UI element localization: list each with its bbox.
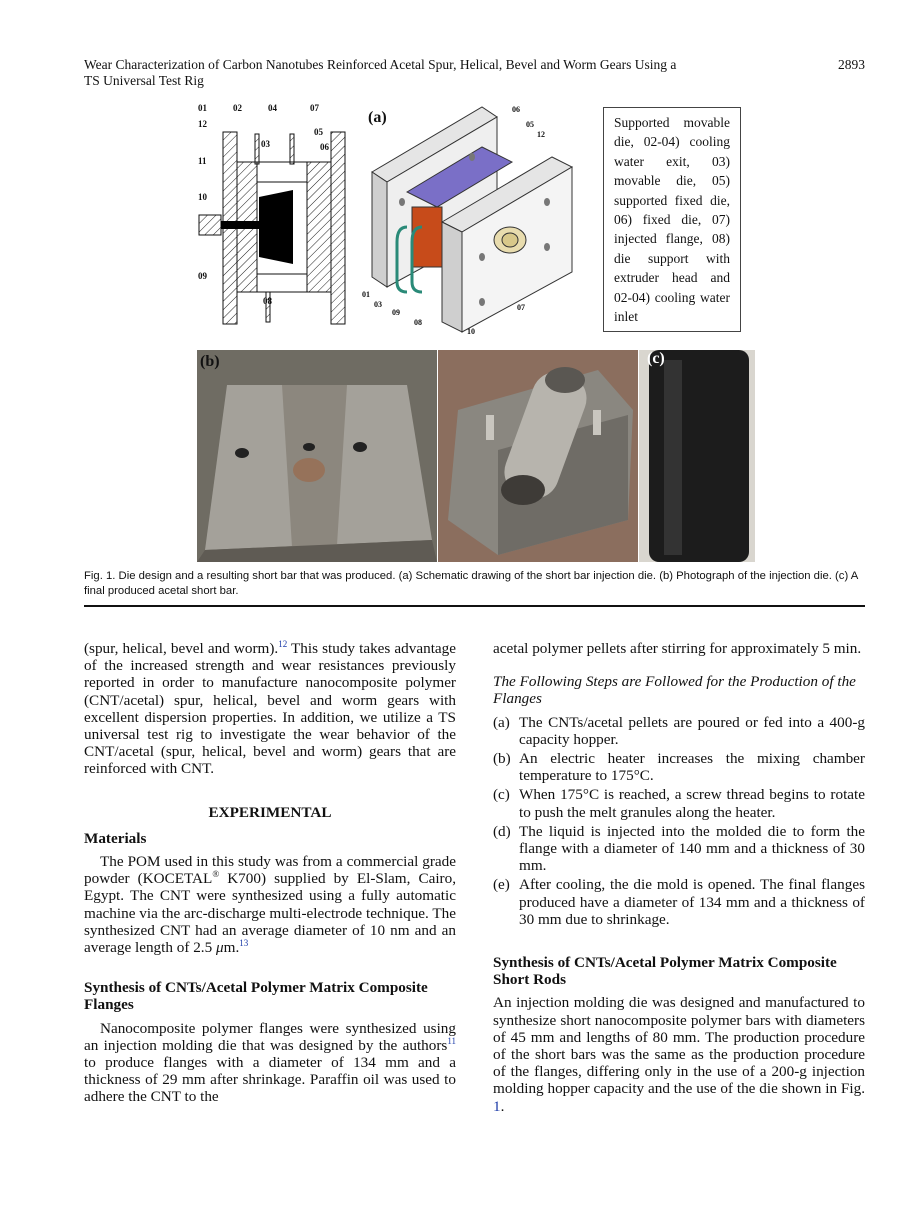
photo-die-open bbox=[197, 350, 437, 562]
iso-label-09: 09 bbox=[392, 308, 400, 317]
step-text: After cooling, the die mold is opened. The final flanges produced have a diameter of 134 mm and a thickness of 30 mm due to shrinkage. bbox=[519, 876, 865, 928]
short-bar-drawing bbox=[639, 350, 755, 562]
die-assembly-drawing bbox=[438, 350, 638, 562]
flanges-paragraph bbox=[84, 1020, 456, 1106]
label-02: 02 bbox=[233, 103, 242, 113]
section-heading-experimental: EXPERIMENTAL bbox=[208, 803, 332, 821]
label-10: 10 bbox=[198, 192, 207, 202]
step-marker: (e) bbox=[493, 876, 510, 894]
step-marker: (a) bbox=[493, 713, 510, 731]
right-column bbox=[493, 640, 865, 1115]
steps-heading: The Following Steps are Followed for the Production of the Flanges bbox=[493, 673, 856, 708]
registered-mark: ® bbox=[212, 869, 220, 880]
header-title: Wear Characterization of Carbon Nanotubes Reinforced Acetal Spur, Helical, Bevel and Worm Gears Using a TS Universal Test Rig bbox=[84, 57, 677, 88]
ref-13[interactable]: 13 bbox=[239, 937, 249, 948]
materials-text-a: The POM used in this study was from a commercial grade powder (KOCETAL bbox=[84, 853, 456, 888]
photo-die-assembled bbox=[438, 350, 638, 562]
rods-paragraph bbox=[493, 994, 865, 1114]
iso-label-05: 05 bbox=[526, 120, 534, 129]
iso-label-08: 08 bbox=[414, 318, 422, 327]
label-09: 09 bbox=[198, 271, 207, 281]
iso-label-10: 10 bbox=[467, 327, 475, 336]
intro-text-b: This study takes advantage of the increased strength and wear resistances previously reported in order to manufacture nanocomposite polymer (CNT/acetal) spur, helical, bevel and worm gears with excellent dispersion properties. In addition, we utilize a TS universal test rig to investigate the wear behavior of the CNT/acetal (spur, helical, bevel and worm) gears that are reinforced with CNT. bbox=[84, 640, 456, 778]
intro-paragraph bbox=[84, 640, 456, 778]
schematic-cross-section bbox=[193, 102, 353, 327]
step-text: When 175°C is reached, a screw thread begins to rotate to push the melt granules along the heater. bbox=[519, 786, 865, 821]
fig-ref-1[interactable]: 1 bbox=[493, 1097, 501, 1115]
continued-paragraph: acetal polymer pellets after stirring for approximately 5 min. bbox=[493, 640, 862, 657]
list-item bbox=[493, 786, 865, 820]
label-11: 11 bbox=[198, 156, 207, 166]
materials-paragraph bbox=[84, 853, 456, 956]
list-item bbox=[493, 714, 865, 748]
label-08: 08 bbox=[263, 296, 272, 306]
label-01: 01 bbox=[198, 103, 207, 113]
figure-caption: Fig. 1. Die design and a resulting short bar that was produced. (a) Schematic drawing of the short bar injection die. (b) Photograph of the injection die. (c) A final produced acetal short bar. bbox=[84, 570, 858, 597]
subsection-materials: Materials bbox=[84, 829, 147, 847]
materials-text-c: m. bbox=[223, 939, 240, 957]
step-text: The CNTs/acetal pellets are poured or fed into a 400-g capacity hopper. bbox=[519, 713, 865, 748]
materials-text-b: K700) supplied by El-Slam, Cairo, Egypt. The CNT were synthesized using a fully automatic machine via the arc-discharge multi-electrode technique. The synthesized CNT had an average diameter of 10 nm and an average length of 2.5 bbox=[84, 870, 456, 957]
isometric-die-drawing bbox=[362, 102, 587, 337]
ref-12[interactable]: 12 bbox=[278, 638, 288, 649]
subsection-flanges: Synthesis of CNTs/Acetal Polymer Matrix Composite Flanges bbox=[84, 979, 428, 1014]
left-column bbox=[84, 640, 456, 1106]
iso-label-06: 06 bbox=[512, 105, 520, 114]
die-block-drawing bbox=[197, 350, 437, 562]
label-06: 06 bbox=[320, 142, 329, 152]
flanges-text-a: Nanocomposite polymer flanges were synthesized using an injection molding die that was designed by the authors bbox=[84, 1019, 456, 1054]
label-04: 04 bbox=[268, 103, 277, 113]
production-steps-list bbox=[493, 714, 865, 928]
rods-text-a: An injection molding die was designed and manufactured to synthesize short nanocomposite polymer bars with diameters of 45 mm and lengths of 80 mm. The production procedure of the short bars was the same as the production procedure of the flanges, differing only in the use of a 200-g injection molding hopper capacity and the use of the die shown in Fig. bbox=[493, 994, 865, 1098]
rods-text-b: . bbox=[500, 1097, 505, 1115]
iso-label-12: 12 bbox=[537, 130, 545, 139]
caption-rule bbox=[84, 605, 865, 607]
list-item bbox=[493, 823, 865, 875]
step-marker: (d) bbox=[493, 822, 511, 840]
iso-label-03: 03 bbox=[374, 300, 382, 309]
panel-b-label: (b) bbox=[200, 353, 220, 370]
panel-c-label: (c) bbox=[647, 350, 665, 367]
running-header bbox=[84, 57, 865, 89]
step-text: The liquid is injected into the molded die to form the flange with a diameter of 140 mm and a thickness of 30 mm. bbox=[519, 822, 865, 875]
step-text: An electric heater increases the mixing chamber temperature to 175°C. bbox=[519, 750, 865, 785]
photo-short-bar bbox=[639, 350, 755, 562]
iso-label-07: 07 bbox=[517, 303, 525, 312]
label-12: 12 bbox=[198, 119, 207, 129]
label-03: 03 bbox=[261, 139, 270, 149]
mu-symbol: μ bbox=[216, 939, 224, 957]
page-number: 2893 bbox=[838, 57, 865, 72]
panel-a-label: (a) bbox=[368, 109, 387, 126]
step-marker: (b) bbox=[493, 750, 511, 768]
iso-label-01: 01 bbox=[362, 290, 370, 299]
list-item bbox=[493, 876, 865, 928]
list-item bbox=[493, 750, 865, 784]
label-05: 05 bbox=[314, 127, 323, 137]
step-marker: (c) bbox=[493, 786, 510, 804]
intro-text-a: (spur, helical, bevel and worm). bbox=[84, 640, 279, 657]
subsection-short-rods: Synthesis of CNTs/Acetal Polymer Matrix Composite Short Rods bbox=[493, 954, 837, 989]
label-07: 07 bbox=[310, 103, 319, 113]
flanges-text-b: to produce flanges with a diameter of 134 mm and a thickness of 29 mm after shrinkage. Paraffin oil was used to adhere the CNT to the bbox=[84, 1054, 456, 1106]
ref-11[interactable]: 11 bbox=[447, 1035, 456, 1046]
figure-legend-box: Supported movable die, 02-04) cooling water exit, 03) movable die, 05) supported fixed die, 06) fixed die, 07) injected flange, 08) die support with extruder head and 02-04) cooling water inlet bbox=[603, 107, 741, 332]
